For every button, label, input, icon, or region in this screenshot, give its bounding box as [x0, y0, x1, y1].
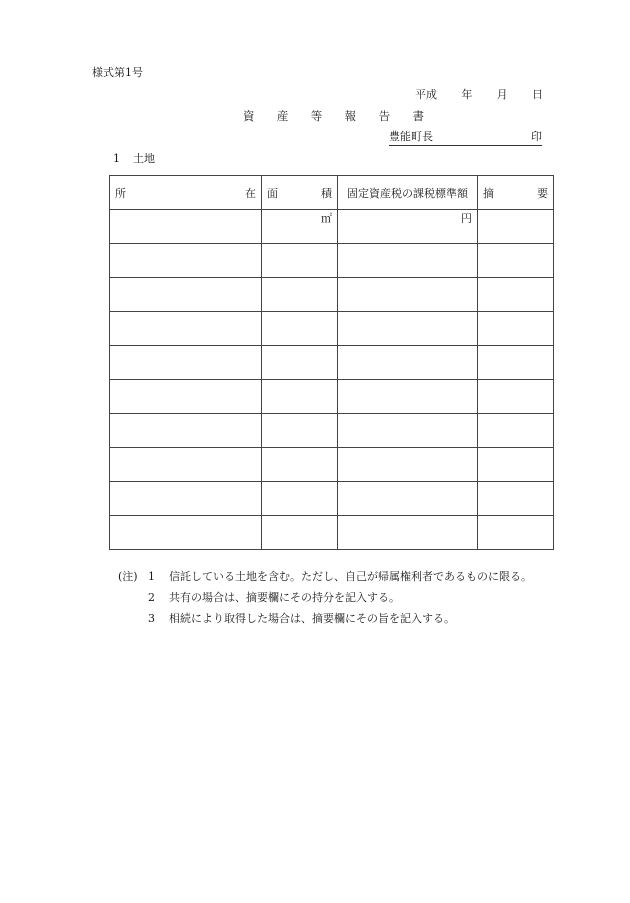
- table-row: [110, 278, 554, 312]
- note-item: [118, 566, 532, 587]
- remarks-cell[interactable]: [478, 346, 554, 380]
- location-cell[interactable]: [110, 346, 262, 380]
- area-cell[interactable]: [262, 380, 338, 414]
- seal-mark: 印: [531, 130, 542, 143]
- location-cell[interactable]: [110, 414, 262, 448]
- remarks-cell[interactable]: [478, 482, 554, 516]
- remarks-cell[interactable]: [478, 312, 554, 346]
- area-cell[interactable]: [262, 516, 338, 550]
- title-char: 資: [243, 109, 255, 123]
- tax-base-cell[interactable]: [338, 278, 478, 312]
- note-number: 3: [148, 612, 155, 625]
- addressee-line: [389, 130, 542, 146]
- table-row: [110, 516, 554, 550]
- title-char: 告: [378, 109, 391, 123]
- tax-base-cell[interactable]: [338, 210, 478, 244]
- location-cell[interactable]: [110, 516, 262, 550]
- section-label: 土地: [133, 152, 155, 165]
- remarks-cell[interactable]: [478, 414, 554, 448]
- unit-yen: 円: [461, 212, 472, 225]
- tax-base-cell[interactable]: [338, 346, 478, 380]
- title-char: 報: [344, 109, 357, 123]
- area-cell[interactable]: [262, 210, 338, 244]
- tax-base-cell[interactable]: [338, 516, 478, 550]
- tax-base-cell[interactable]: [338, 380, 478, 414]
- note-number: 2: [148, 591, 155, 604]
- area-cell[interactable]: [262, 312, 338, 346]
- date-era: 平成: [415, 88, 437, 101]
- location-cell[interactable]: [110, 210, 262, 244]
- area-cell[interactable]: [262, 414, 338, 448]
- tax-base-cell[interactable]: [338, 244, 478, 278]
- unit-sqm: ㎡: [321, 212, 332, 225]
- remarks-cell[interactable]: [478, 516, 554, 550]
- note-item: [118, 587, 532, 608]
- date-year: 年: [461, 88, 473, 101]
- tax-base-cell[interactable]: [338, 414, 478, 448]
- area-cell[interactable]: [262, 278, 338, 312]
- table-row: [110, 244, 554, 278]
- table-row: [110, 380, 554, 414]
- location-cell[interactable]: [110, 448, 262, 482]
- date-month: 月: [496, 88, 508, 101]
- location-cell[interactable]: [110, 312, 262, 346]
- table-row: [110, 346, 554, 380]
- note-text: 信託している土地を含む。ただし、自己が帰属権利者であるものに限る。: [169, 570, 532, 583]
- remarks-cell[interactable]: [478, 210, 554, 244]
- header-tax-base: 固定資産税の課税標準額: [338, 176, 478, 210]
- tax-base-cell[interactable]: [338, 448, 478, 482]
- table-row: [110, 312, 554, 346]
- remarks-cell[interactable]: [478, 278, 554, 312]
- table-row: [110, 210, 554, 244]
- area-cell[interactable]: [262, 346, 338, 380]
- location-cell[interactable]: [110, 244, 262, 278]
- remarks-cell[interactable]: [478, 448, 554, 482]
- header-location: 所 在: [110, 176, 262, 210]
- tax-base-cell[interactable]: [338, 482, 478, 516]
- section-number: 1: [113, 152, 120, 165]
- note-item: [118, 608, 532, 629]
- header-remarks: 摘 要: [478, 176, 554, 210]
- remarks-cell[interactable]: [478, 380, 554, 414]
- notes: [118, 566, 532, 629]
- area-cell[interactable]: [262, 244, 338, 278]
- location-cell[interactable]: [110, 482, 262, 516]
- area-cell[interactable]: [262, 482, 338, 516]
- note-text: 共有の場合は、摘要欄にその持分を記入する。: [169, 591, 400, 604]
- table-row: [110, 414, 554, 448]
- title-char: 等: [310, 109, 323, 123]
- date-day: 日: [531, 88, 543, 101]
- title-char: 産: [276, 109, 289, 123]
- addressee: 豊能町長: [389, 130, 433, 143]
- location-cell[interactable]: [110, 278, 262, 312]
- title-char: 書: [412, 109, 424, 123]
- table-row: [110, 482, 554, 516]
- area-cell[interactable]: [262, 448, 338, 482]
- note-number: 1: [148, 570, 155, 583]
- note-prefix: (注): [118, 570, 138, 583]
- form-number: 様式第1号: [92, 66, 143, 79]
- note-text: 相続により取得した場合は、摘要欄にその旨を記入する。: [169, 612, 455, 625]
- land-table: [109, 175, 554, 550]
- table-row: [110, 448, 554, 482]
- location-cell[interactable]: [110, 380, 262, 414]
- table-header-row: [110, 176, 554, 210]
- remarks-cell[interactable]: [478, 244, 554, 278]
- header-area: 面 積: [262, 176, 338, 210]
- document-title: [243, 109, 424, 123]
- date-line: [415, 88, 543, 102]
- section-heading: [113, 152, 155, 166]
- tax-base-cell[interactable]: [338, 312, 478, 346]
